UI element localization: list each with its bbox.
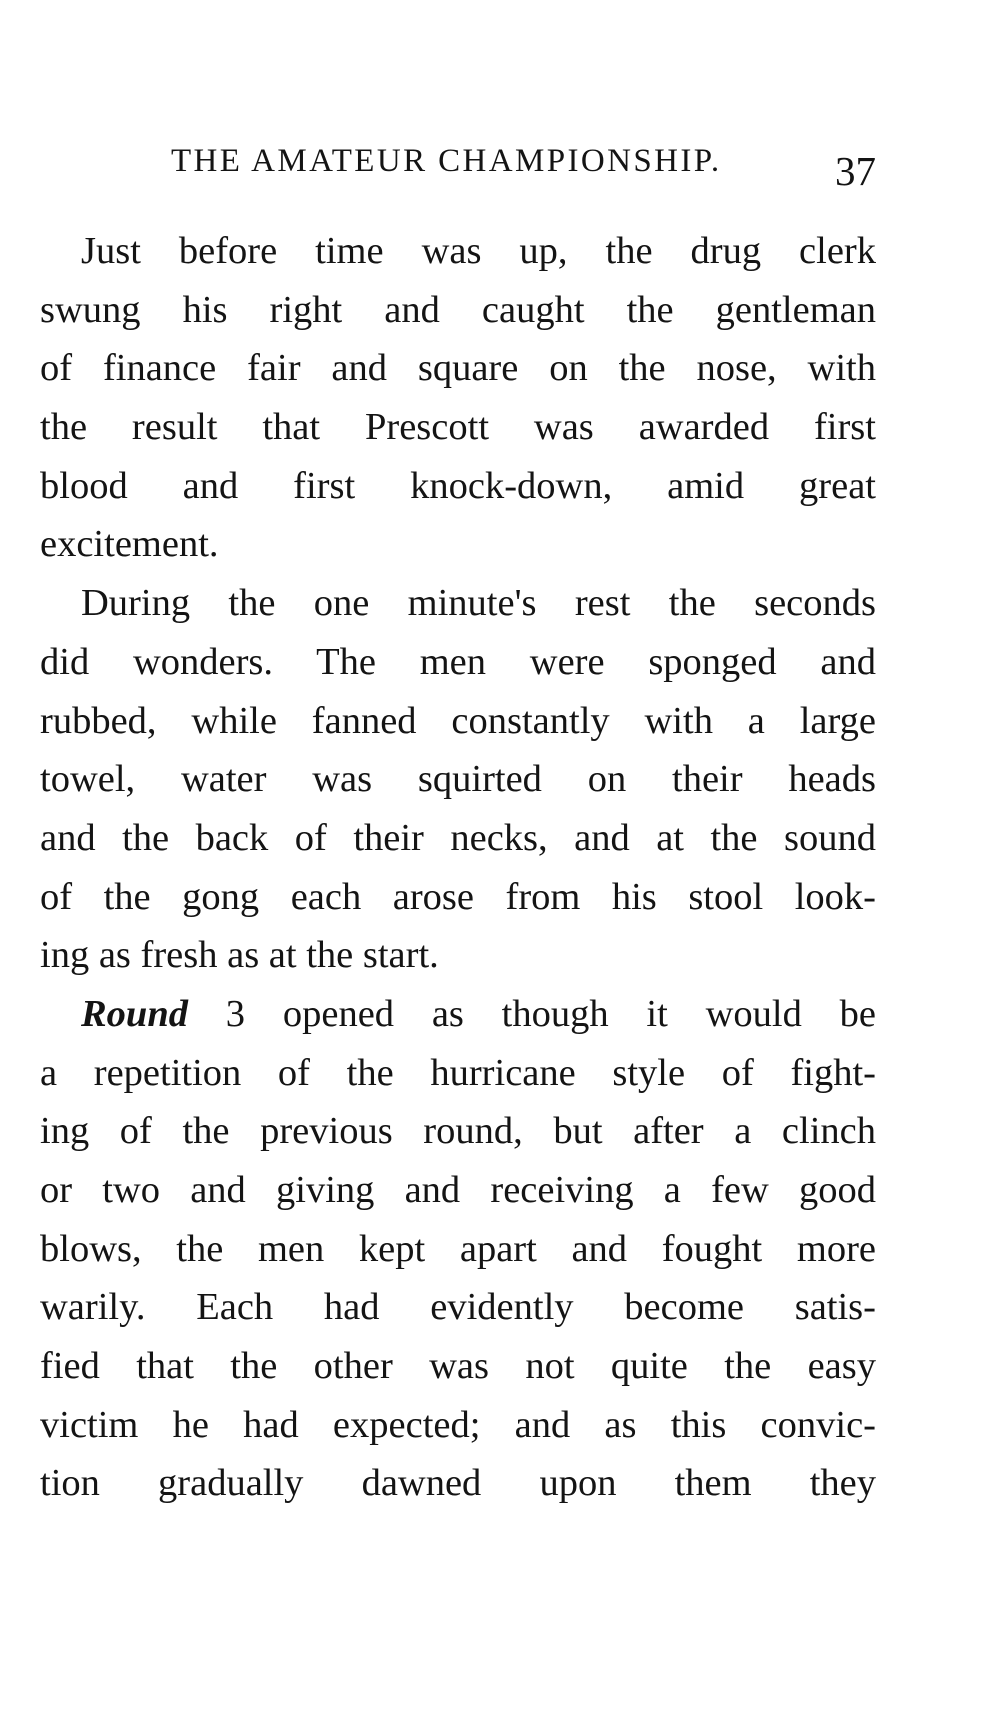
text-line: excitement. — [40, 523, 219, 566]
text-line: Just before time was up, the drug clerk — [81, 230, 876, 272]
text-line — [40, 985, 876, 1044]
text-line: and the back of their necks, and at the sound — [40, 816, 876, 859]
text-line: of finance fair and square on the nose, with — [40, 347, 876, 390]
text-line: fied that the other was not quite the easy — [40, 1345, 876, 1388]
text-line: ing as fresh as at the start. — [40, 934, 439, 977]
running-title: THE AMATEUR CHAMPIONSHIP. — [171, 143, 722, 179]
text-line: or two and giving and receiving a few good — [40, 1169, 876, 1211]
running-head — [40, 143, 876, 203]
text-line: ing of the previous round, but after a clinch — [40, 1110, 876, 1153]
text-line: did wonders. The men were sponged and — [40, 640, 876, 683]
text-line: victim he had expected; and as this convic- — [40, 1403, 876, 1446]
round-label: Round — [81, 992, 189, 1035]
text-line: swung his right and caught the gentleman — [40, 288, 876, 331]
text-line: of the gong each arose from his stool look- — [40, 875, 876, 918]
text-line: warily. Each had evidently become satis- — [40, 1286, 876, 1329]
text-line: blows, the men kept apart and fought more — [40, 1227, 876, 1270]
text-line: blood and first knock-down, amid great — [40, 464, 876, 507]
text-line-rest: 3 opened as though it would be — [188, 992, 876, 1035]
text-line: During the one minute's rest the seconds — [81, 582, 876, 625]
text-line: the result that Prescott was awarded first — [40, 406, 876, 449]
text-line: tion gradually dawned upon them they — [40, 1462, 876, 1505]
body-text — [40, 222, 876, 1513]
text-line: rubbed, while fanned constantly with a large — [40, 699, 876, 742]
text-line: towel, water was squirted on their heads — [40, 758, 876, 801]
page-number: 37 — [835, 148, 876, 194]
text-line: a repetition of the hurricane style of fight- — [40, 1051, 876, 1094]
